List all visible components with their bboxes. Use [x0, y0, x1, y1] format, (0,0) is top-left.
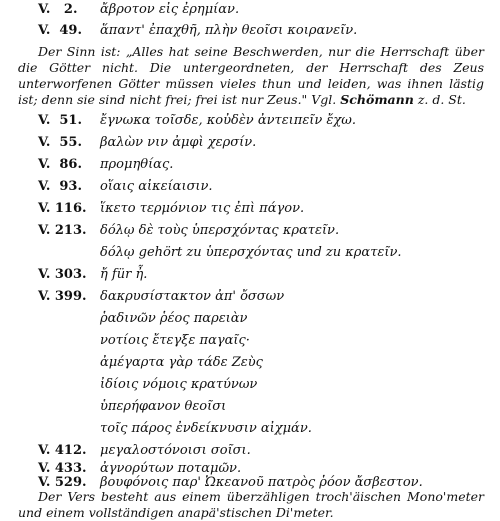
verse-number: V. 51.: [38, 113, 83, 128]
greek-text: ἰδίοις νόμοις κρατύνων: [100, 377, 258, 392]
verse-number: V. 303.: [38, 267, 87, 282]
verse-line: [0, 179, 500, 201]
verse-number: V. 93.: [38, 179, 83, 194]
verse-line: [0, 201, 500, 223]
verse-line: [0, 245, 500, 267]
reference-author: Schömann: [340, 92, 414, 107]
verse-number: V. 529.: [38, 475, 87, 490]
verse-line: [0, 355, 500, 377]
verse-line: [0, 2, 500, 24]
greek-text: δακρυσίστακτον ἀπ' ὄσσων: [100, 289, 285, 304]
greek-text: δόλῳ δὲ τοὺς ὑπερσχόντας κρατεῖν.: [100, 223, 340, 238]
verse-line: [0, 157, 500, 179]
greek-text: ἄβροτον εἰς ἐρημίαν.: [100, 2, 240, 17]
greek-text: οἵαις αἰκείαισιν.: [100, 179, 213, 194]
greek-text: βαλὼν νιν ἀμφὶ χερσίν.: [100, 135, 257, 150]
greek-text: ἀμέγαρτα γὰρ τάδε Ζεὺς: [100, 355, 263, 370]
verse-number: V. 433.: [38, 461, 87, 476]
verse-number: V. 49.: [38, 23, 83, 38]
greek-text: ἤ für ἦ.: [100, 267, 148, 282]
verse-number: V. 412.: [38, 443, 87, 458]
verse-line: [0, 223, 500, 245]
verse-number: V. 55.: [38, 135, 83, 150]
paragraph-text: Der Sinn ist: „Alles hat seine Beschwerden, nur die Herrschaft über die Götter nicht. Die untergeordneten, der Herrschaft des Zeus unterworfenen Götter müssen vieles thun und leiden, was ihnen lästig ist; denn sie sind nicht frei; frei ist nur Zeus.": [18, 44, 484, 107]
paragraph-text: Der Vers besteht aus einem überzähligen troch'äischen Mono'meter und einem vollständigen anapä'stischen Di'meter.: [18, 489, 484, 520]
greek-text: βουφόνοις παρ' Ὠκεανοῦ πατρὸς ῥόον ἄσβεστον.: [100, 475, 423, 490]
greek-text: νοτίοις ἔτεγξε παγαῖς·: [100, 333, 250, 348]
reference-prefix: Vgl.: [311, 92, 337, 107]
gloss-text: δόλῳ gehört zu ὑπερσχόντας und zu κρατεῖν.: [100, 245, 402, 260]
verse-number: V. 116.: [38, 201, 87, 216]
verse-line: [0, 311, 500, 333]
verse-number: V. 213.: [38, 223, 87, 238]
greek-text: ὑπερήφανον θεοῖσι: [100, 399, 227, 414]
verse-line: [0, 421, 500, 443]
verse-line: [0, 333, 500, 355]
verse-number: V. 2.: [38, 2, 78, 17]
verse-line: [0, 135, 500, 157]
verse-line: [0, 377, 500, 399]
greek-text: ἵκετο τερμόνιον τις ἐπὶ πάγον.: [100, 201, 305, 216]
reference-suffix: z. d. St.: [417, 92, 466, 107]
verse-line: [0, 399, 500, 421]
greek-text: ἔγνωκα τοῖσδε, κοὐδὲν ἀντειπεῖν ἔχω.: [100, 113, 357, 128]
greek-text: τοῖς πάρος ἐνδείκνυσιν αἰχμάν.: [100, 421, 312, 436]
commentary-paragraph: [18, 44, 484, 108]
verse-number: V. 86.: [38, 157, 83, 172]
greek-text: ἅπαντ' ἐπαχθῆ, πλὴν θεοῖσι κοιρανεῖν.: [100, 23, 358, 38]
greek-text: ῥαδινῶν ῥέος παρειὰν: [100, 311, 248, 326]
greek-text: ἀγνορύτων ποταμῶν.: [100, 461, 242, 476]
verse-line: [0, 289, 500, 311]
greek-text: μεγαλοστόνοισι σοῖσι.: [100, 443, 251, 458]
greek-text: προμηθίας.: [100, 157, 174, 172]
verse-line: [0, 113, 500, 135]
verse-line: [0, 267, 500, 289]
verse-line: [0, 23, 500, 45]
metre-paragraph: [18, 489, 484, 520]
verse-number: V. 399.: [38, 289, 87, 304]
